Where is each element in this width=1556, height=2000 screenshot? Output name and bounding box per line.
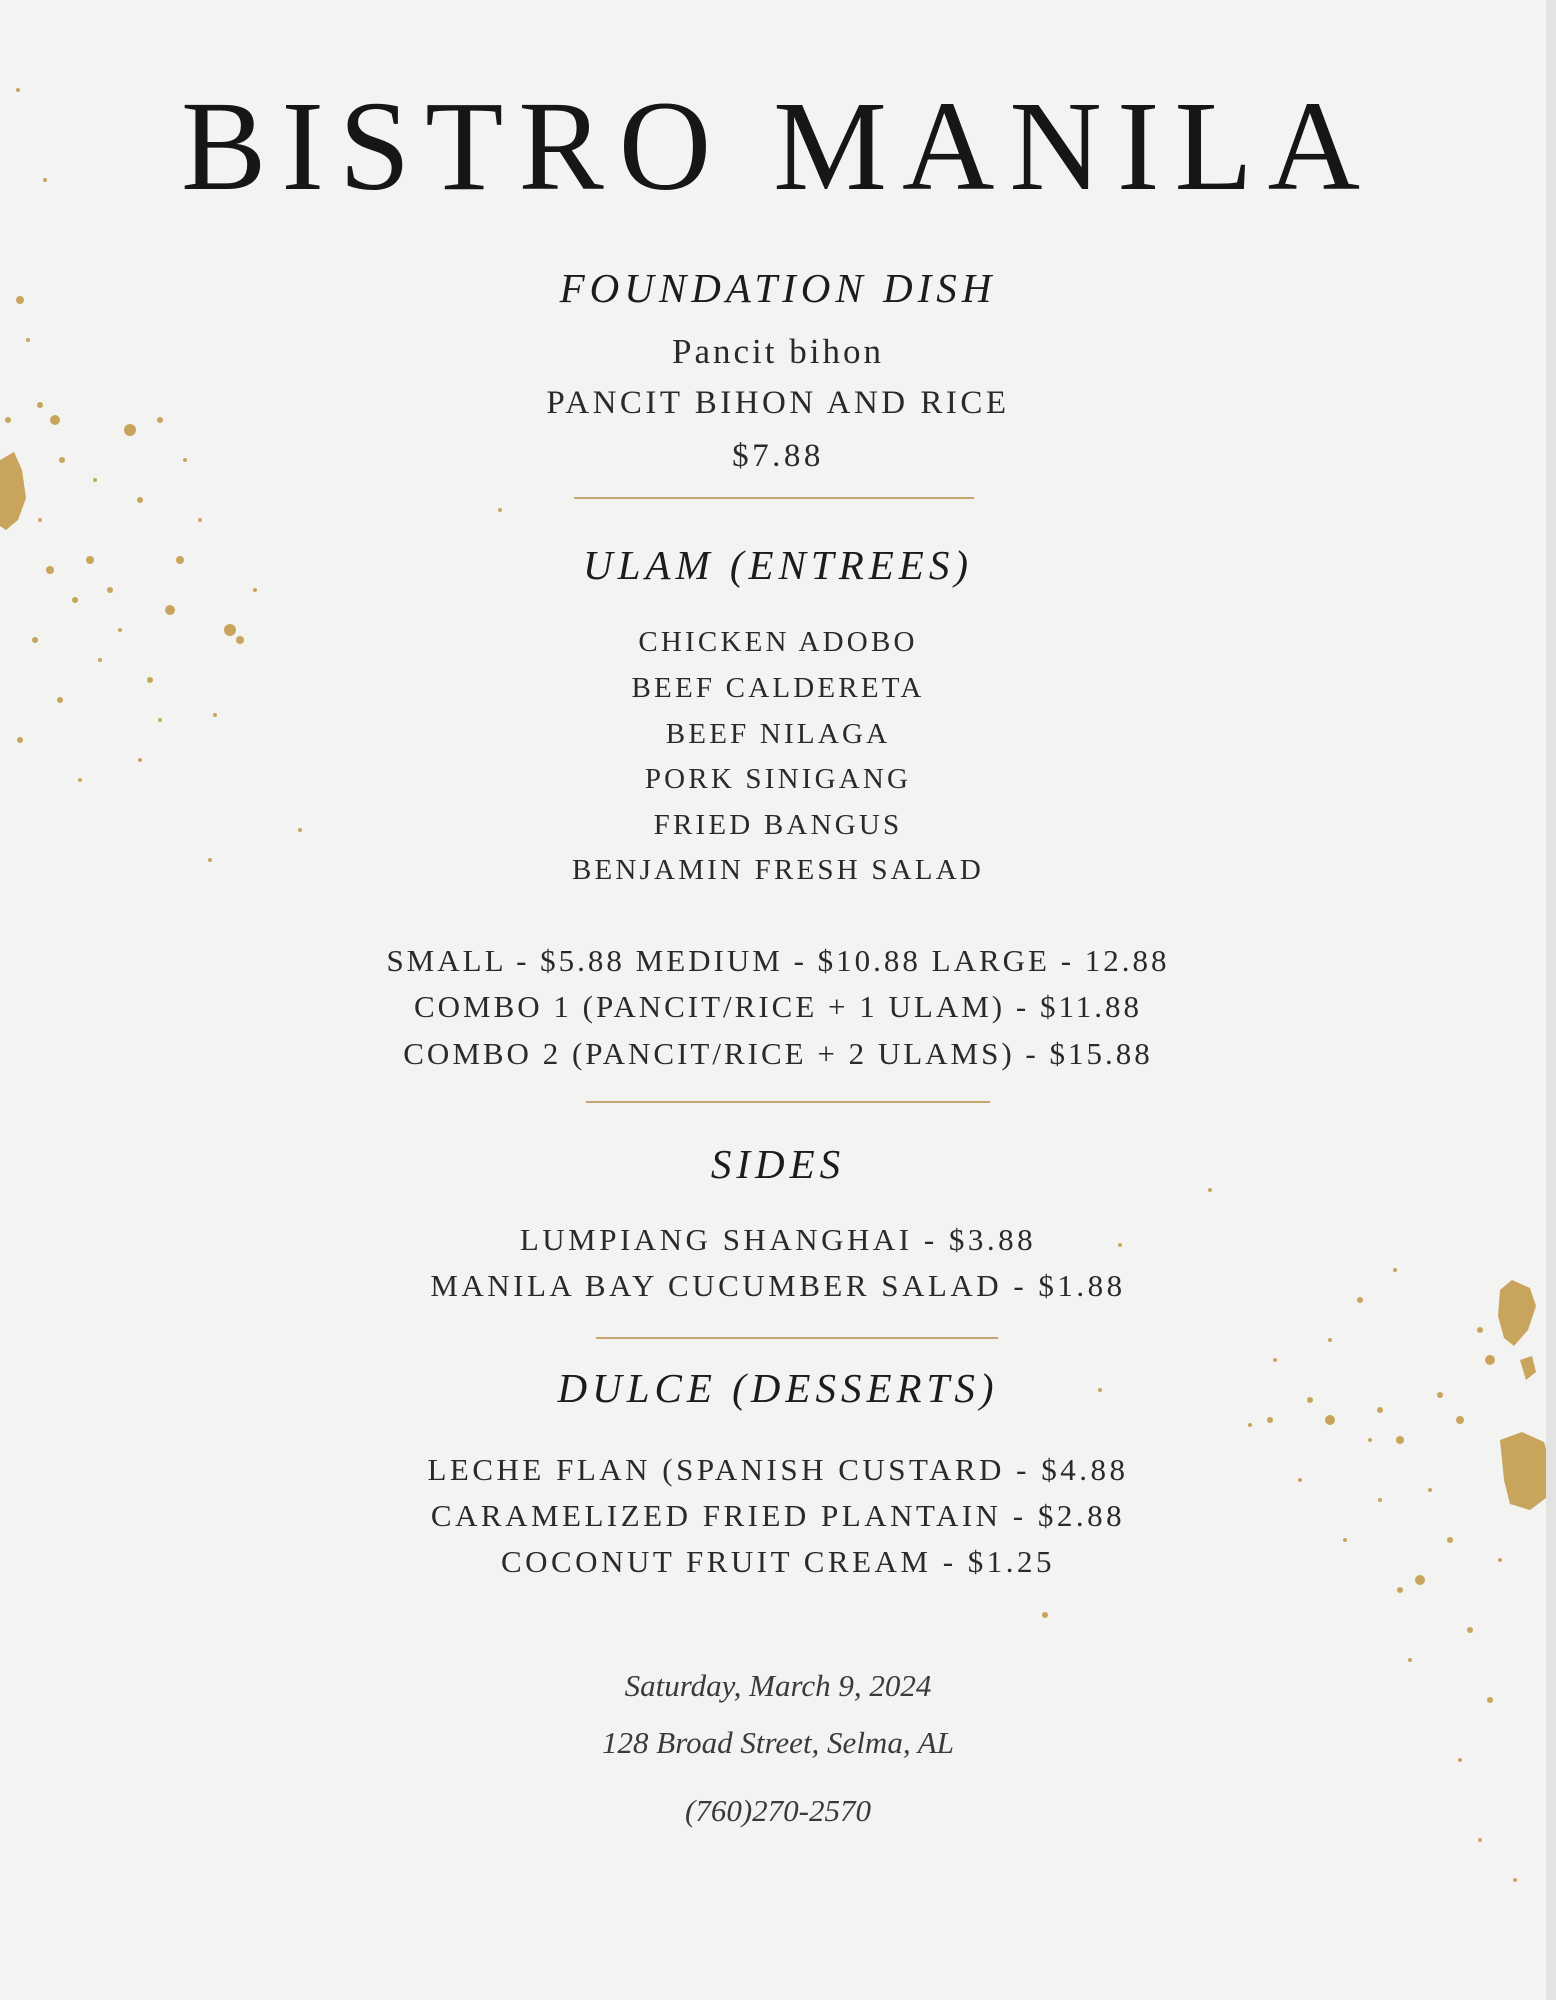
menu-item: BENJAMIN FRESH SALAD — [571, 854, 985, 886]
menu-item: LUMPIANG SHANGHAI - $3.88 — [519, 1222, 1037, 1257]
dulce-heading: DULCE (DESSERTS) — [557, 1365, 999, 1411]
section-divider — [596, 1337, 998, 1339]
price-label: $7.88 — [732, 438, 824, 474]
menu-item: COCONUT FRUIT CREAM - $1.25 — [500, 1544, 1056, 1579]
event-date: Saturday, March 9, 2024 — [624, 1668, 932, 1703]
foundation-dish-heading: FOUNDATION DISH — [559, 265, 997, 311]
section-divider — [586, 1101, 990, 1103]
menu-item: CARAMELIZED FRIED PLANTAIN - $2.88 — [430, 1498, 1126, 1533]
ulam-heading: ULAM (ENTREES) — [583, 542, 973, 588]
price-label: SMALL - $5.88 MEDIUM - $10.88 LARGE - 12.88 — [386, 943, 1170, 978]
section-divider — [574, 497, 974, 499]
price-label: COMBO 2 (PANCIT/RICE + 2 ULAMS) - $15.88 — [403, 1036, 1153, 1071]
price-label: COMBO 1 (PANCIT/RICE + 1 ULAM) - $11.88 — [413, 989, 1143, 1024]
sides-heading: SIDES — [710, 1141, 846, 1187]
menu-item: MANILA BAY CUCUMBER SALAD - $1.88 — [430, 1268, 1126, 1303]
restaurant-title: BISTRO MANILA — [180, 75, 1376, 217]
menu-item: FRIED BANGUS — [653, 809, 903, 841]
menu-item: PANCIT BIHON AND RICE — [546, 385, 1010, 421]
menu-item: LECHE FLAN (SPANISH CUSTARD - $4.88 — [427, 1452, 1129, 1487]
phone-number: (760)270-2570 — [685, 1793, 871, 1828]
menu-item: BEEF CALDERETA — [631, 672, 925, 704]
menu-item: BEEF NILAGA — [665, 718, 891, 750]
menu-item: Pancit bihon — [672, 332, 884, 371]
event-address: 128 Broad Street, Selma, AL — [602, 1725, 954, 1760]
menu-item: PORK SINIGANG — [644, 763, 912, 795]
menu-item: CHICKEN ADOBO — [638, 626, 918, 658]
